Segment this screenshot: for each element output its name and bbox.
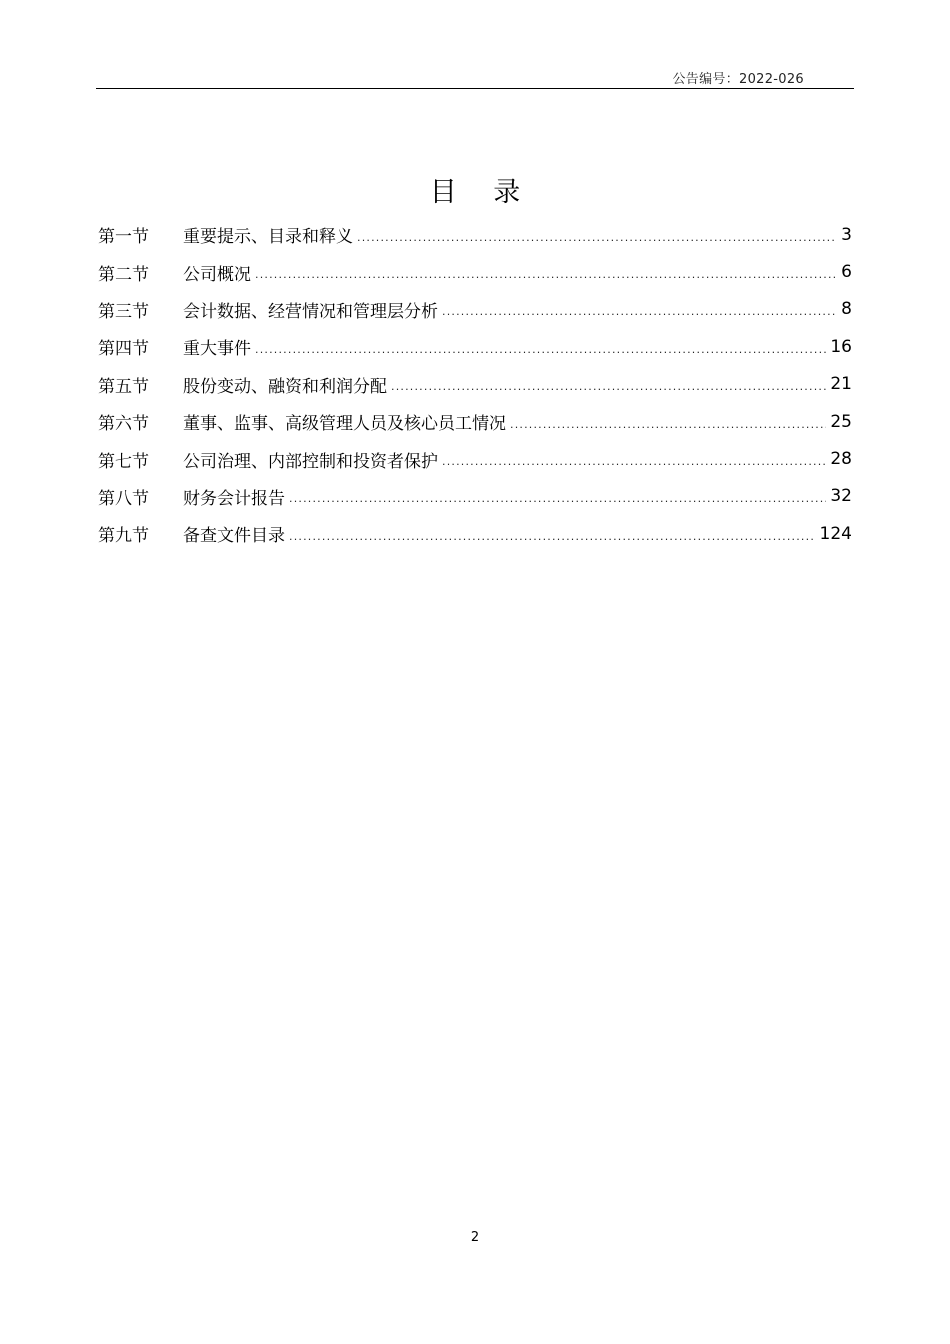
toc-section-number: 第七节 [98,451,149,472]
toc-entry-6[interactable] [98,403,852,440]
toc-entry-7[interactable] [98,440,852,477]
toc-page-number: 21 [830,374,852,395]
toc-section-title: 备查文件目录 [183,526,285,547]
toc-dot-leader [289,485,826,507]
header-divider [96,88,854,89]
toc-section-title: 股份变动、融资和利润分配 [183,376,387,397]
toc-section-title: 重大事件 [183,339,251,360]
toc-dot-leader [255,336,826,358]
toc-dot-leader [391,373,826,395]
toc-page-number: 8 [841,299,852,320]
announcement-number: 公告编号：2022-026 [672,72,804,87]
toc-entry-4[interactable] [98,328,852,365]
toc-section-number: 第九节 [98,526,149,547]
toc-section-number: 第三节 [98,301,149,322]
toc-section-number: 第六节 [98,414,149,435]
toc-dot-leader [255,261,837,283]
toc-section-number: 第八节 [98,488,149,509]
toc-entry-2[interactable] [98,253,852,290]
toc-dot-leader [510,411,826,433]
toc-entry-9[interactable] [98,515,852,552]
toc-section-title: 董事、监事、高级管理人员及核心员工情况 [183,414,506,435]
toc-page-number: 3 [841,224,852,245]
toc-entry-3[interactable] [98,291,852,328]
toc-dot-leader [442,298,837,320]
toc-title: 目 录 [429,177,535,208]
toc-entry-5[interactable] [98,366,852,403]
page-number: 2 [470,1230,480,1245]
toc-section-title: 公司概况 [183,264,251,285]
toc-dot-leader [442,448,826,470]
toc-section-title: 重要提示、目录和释义 [183,227,353,248]
toc-section-title: 会计数据、经营情况和管理层分析 [183,301,438,322]
toc-page-number: 28 [830,449,852,470]
toc-entry-1[interactable] [98,216,852,253]
toc-entry-8[interactable] [98,478,852,515]
toc-dot-leader [357,224,837,246]
toc-page-number: 16 [830,336,852,357]
toc-section-number: 第四节 [98,339,149,360]
toc-section-title: 财务会计报告 [183,488,285,509]
toc-section-number: 第二节 [98,264,149,285]
table-of-contents [98,216,852,553]
toc-page-number: 124 [819,523,852,544]
toc-section-number: 第五节 [98,376,149,397]
toc-section-number: 第一节 [98,227,149,248]
toc-page-number: 32 [830,486,852,507]
toc-page-number: 25 [830,411,852,432]
toc-page-number: 6 [841,262,852,283]
toc-dot-leader [289,523,816,545]
toc-section-title: 公司治理、内部控制和投资者保护 [183,451,438,472]
